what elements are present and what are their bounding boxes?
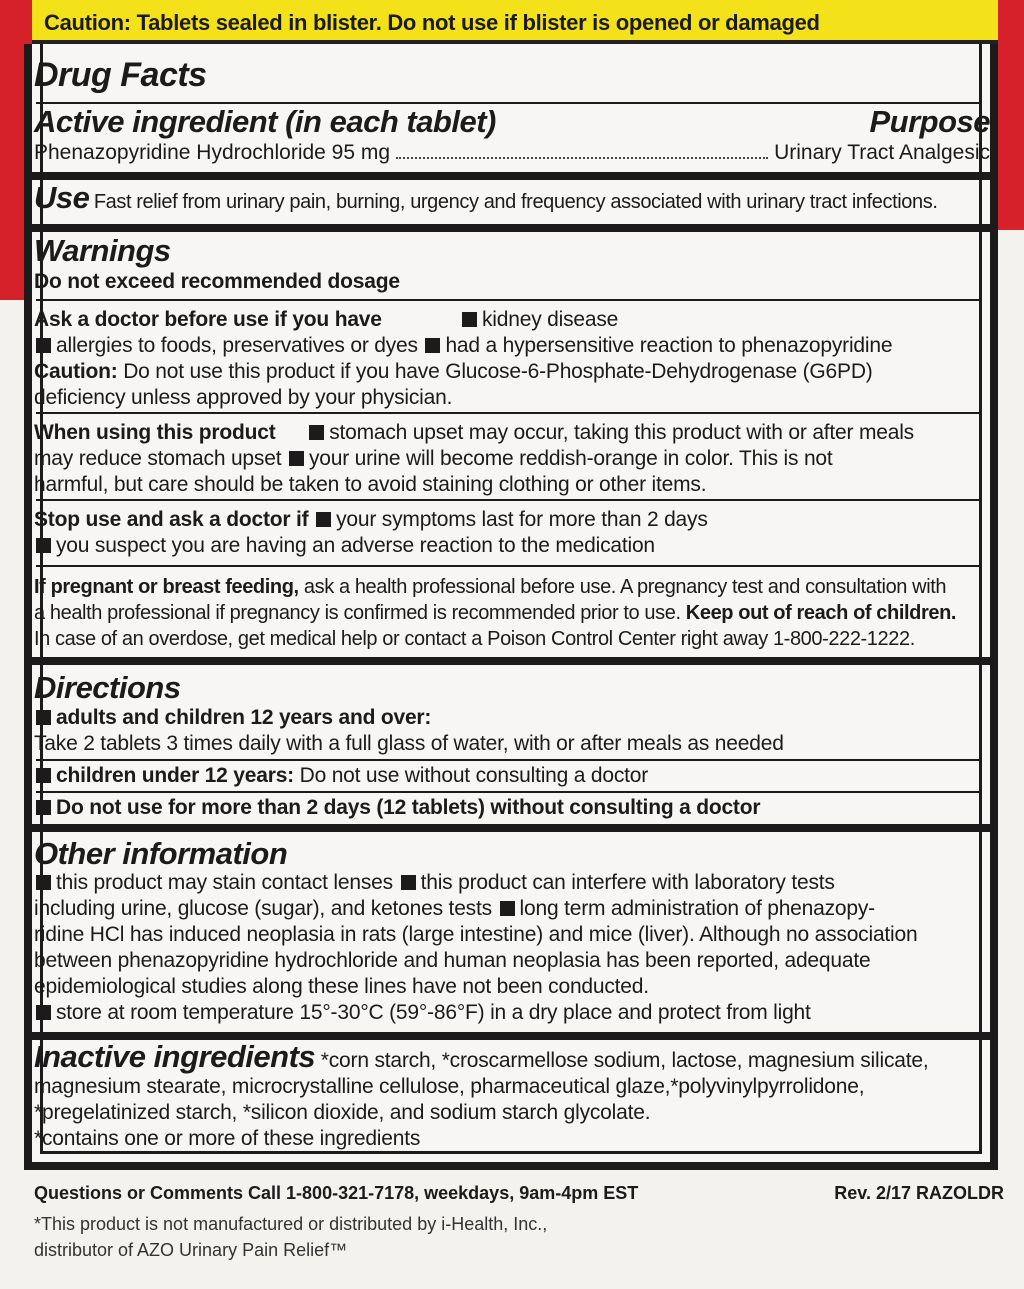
bullet-square (36, 538, 51, 553)
bullet-square (462, 312, 477, 327)
dir-adults-text: Take 2 tablets 3 times daily with a full glass of water, with or after meals as needed (34, 732, 784, 755)
ingredient-name: Phenazopyridine Hydrochloride 95 mg (34, 141, 391, 164)
ask-item-kidney: kidney disease (482, 308, 619, 331)
when-item-1a: stomach upset may occur, taking this product with or after meals (329, 421, 914, 444)
ask-item-hypersensitive: had a hypersensitive reaction to phenazopyridine (445, 334, 893, 357)
divider (36, 299, 982, 301)
keep-out-of-reach: Keep out of reach of children. (685, 602, 957, 624)
purpose-heading: Purpose (869, 104, 990, 139)
questions-line: Questions or Comments Call 1-800-321-7178, weekdays, 9am-4pm EST (34, 1183, 639, 1203)
divider (36, 759, 982, 761)
other-line-5: epidemiological studies along these lines have not been conducted. (34, 975, 649, 998)
when-item-2a: your urine will become reddish-orange in color. This is not (308, 447, 833, 470)
bullet-square (36, 710, 51, 725)
pregnancy-line-1: ask a health professional before use. A pregnancy test and consultation with (303, 576, 947, 598)
use-text: Fast relief from urinary pain, burning, urgency and frequency associated with urinary tract infections. (93, 191, 938, 213)
revision-code: Rev. 2/17 RAZOLDR (834, 1183, 1004, 1203)
disclaimer (34, 1211, 547, 1263)
dir-children-heading: children under 12 years: (56, 764, 294, 787)
dir-adults-heading: adults and children 12 years and over: (56, 706, 432, 729)
stop-item-1: your symptoms last for more than 2 days (336, 508, 708, 531)
other-line-2a: including urine, glucose (sugar), and ketones tests (34, 897, 492, 920)
disclaimer-line-2: distributor of AZO Urinary Pain Relief™ (34, 1240, 348, 1260)
inactive-line-3: *pregelatinized starch, *silicon dioxide, and sodium starch glycolate. (34, 1101, 651, 1124)
bullet-square (36, 768, 51, 783)
stop-item-2: you suspect you are having an adverse reaction to the medication (56, 534, 655, 557)
overdose-line: In case of an overdose, get medical help or contact a Poison Control Center right away 1-800-222-1222. (34, 628, 915, 650)
ingredient-purpose: Urinary Tract Analgesic (774, 141, 990, 164)
other-info-block (34, 870, 990, 1026)
disclaimer-line-1: *This product is not manufactured or distributed by i-Health, Inc., (34, 1214, 548, 1234)
section-divider (32, 224, 990, 232)
bullet-square (36, 800, 51, 815)
ask-doctor-block (34, 307, 990, 411)
bullet-square (425, 338, 440, 353)
divider (36, 791, 982, 793)
inactive-block (34, 1039, 990, 1152)
section-divider (32, 172, 990, 180)
warnings-heading: Warnings (34, 233, 171, 268)
use-heading: Use (34, 180, 90, 215)
other-line-4: between phenazopyridine hydrochloride and human neoplasia has been reported, adequate (34, 949, 871, 972)
inactive-line-1: *corn starch, *croscarmellose sodium, lactose, magnesium silicate, (320, 1049, 929, 1072)
dir-children-row (34, 763, 990, 789)
ingredient-row (34, 141, 990, 165)
dir-children-text: Do not use without consulting a doctor (299, 764, 649, 787)
pregnancy-line-2: a health professional if pregnancy is confirmed is recommended prior to use. (34, 602, 681, 624)
active-ingredient-header (34, 104, 990, 140)
inactive-line-4: *contains one or more of these ingredients (34, 1127, 421, 1150)
caution-line-2: deficiency unless approved by your physician. (34, 386, 453, 409)
inactive-heading: Inactive ingredients (34, 1039, 316, 1074)
directions-heading: Directions (34, 670, 181, 705)
bullet-square (309, 425, 324, 440)
other-info-heading: Other information (34, 836, 288, 871)
dot-leader (396, 157, 768, 159)
caution-banner: Caution: Tablets sealed in blister. Do not use if blister is opened or damaged (32, 0, 998, 44)
drug-facts-title: Drug Facts (34, 56, 207, 94)
divider (36, 499, 982, 501)
bullet-square (289, 451, 304, 466)
divider (36, 412, 982, 414)
bullet-square (36, 875, 51, 890)
active-ingredient-heading: Active ingredient (in each tablet) (34, 104, 496, 139)
bullet-square (316, 512, 331, 527)
pregnancy-block (34, 574, 990, 652)
other-line-2b: long term administration of phenazopy- (519, 897, 875, 920)
directions-block (34, 705, 990, 757)
ask-item-allergies: allergies to foods, preservatives or dyes (56, 334, 418, 357)
dir-limit-row (34, 795, 990, 821)
caution-line-1: Do not use this product if you have Glucose-6-Phosphate-Dehydrogenase (G6PD) (123, 360, 873, 383)
when-item-1b: may reduce stomach upset (34, 447, 282, 470)
when-using-block (34, 420, 990, 498)
section-divider (32, 824, 990, 832)
when-item-2b: harmful, but care should be taken to avoid staining clothing or other items. (34, 473, 707, 496)
when-using-heading: When using this product (34, 421, 276, 444)
bullet-square (401, 875, 416, 890)
stop-use-block (34, 507, 990, 559)
caution-label: Caution: (34, 360, 118, 383)
inactive-line-2: magnesium stearate, microcrystalline cellulose, pharmaceutical glaze,*polyvinylpyrrolidone, (34, 1075, 865, 1098)
other-item-lenses: this product may stain contact lenses (56, 871, 393, 894)
other-line-3: ridine HCl has induced neoplasia in rats (large intestine) and mice (liver). Although no association (34, 923, 918, 946)
divider (36, 565, 982, 567)
bullet-square (500, 901, 515, 916)
use-section (34, 180, 990, 216)
bullet-square (36, 338, 51, 353)
ask-doctor-heading: Ask a doctor before use if you have (34, 308, 382, 331)
warnings-subheading: Do not exceed recommended dosage (34, 270, 400, 293)
pregnancy-heading: If pregnant or breast feeding, (34, 576, 299, 598)
other-item-lab-tests: this product can interfere with laboratory tests (420, 871, 835, 894)
bullet-square (36, 1005, 51, 1020)
section-divider (32, 657, 990, 665)
other-item-storage: store at room temperature 15°-30°C (59°-86°F) in a dry place and protect from light (56, 1001, 811, 1024)
dir-limit-text: Do not use for more than 2 days (12 tablets) without consulting a doctor (56, 796, 761, 819)
stop-use-heading: Stop use and ask a doctor if (34, 508, 309, 531)
